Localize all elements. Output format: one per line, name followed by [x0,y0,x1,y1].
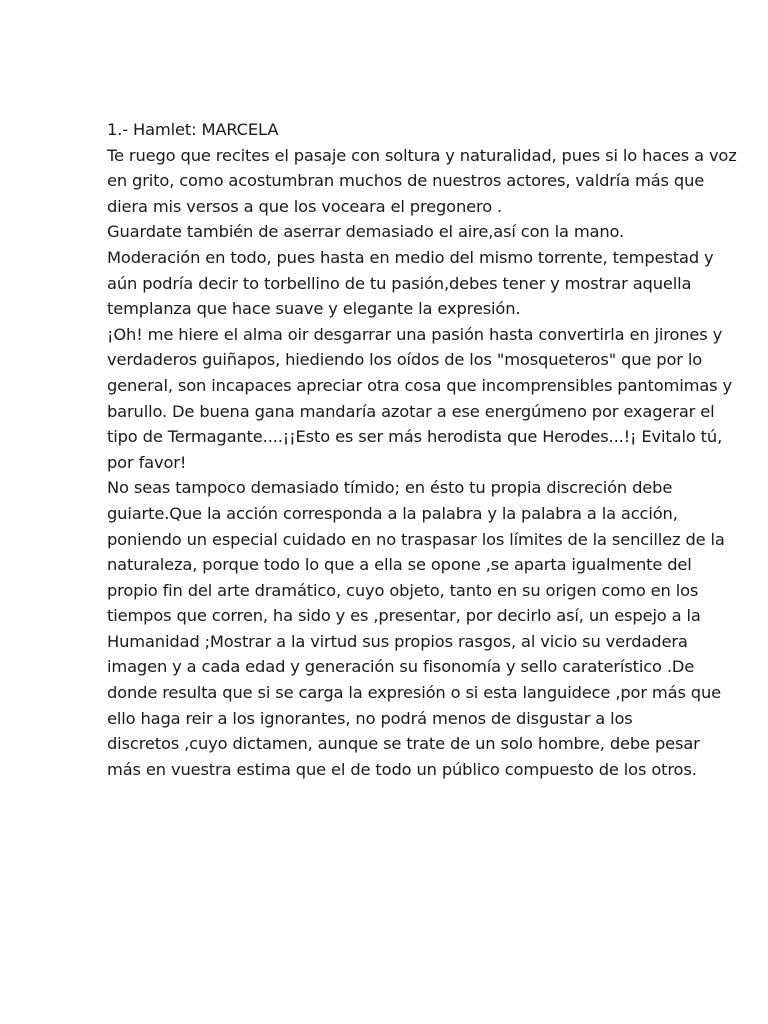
text-line: discretos ,cuyo dictamen, aunque se trate de un solo hombre, debe pesar [107,734,700,754]
text-line: naturaleza, porque todo lo que a ella se opone ,se aparta igualmente del [107,555,692,575]
text-line: aún podría decir to torbellino de tu pasión,debes tener y mostrar aquella [107,273,692,293]
text-line: Humanidad ;Mostrar a la virtud sus propios rasgos, al vicio su verdadera [107,631,688,651]
document-title: 1.- Hamlet: MARCELA [107,120,279,139]
text-line: Guardate también de aserrar demasiado el aire,así con la mano. [107,222,625,242]
text-line: general, son incapaces apreciar otra cosa que incomprensibles pantomimas y [107,375,732,395]
text-line: ello haga reir a los ignorantes, no podrá menos de disgustar a los [107,708,633,728]
text-line: No seas tampoco demasiado tímido; en ésto tu propia discreción debe [107,478,673,498]
text-line: guiarte.Que la acción corresponda a la palabra y la palabra a la acción, [107,503,678,523]
text-line: en grito, como acostumbran muchos de nuestros actores, valdría más que [107,171,705,191]
text-line: templanza que hace suave y elegante la expresión. [107,299,521,319]
text-line: tiempos que corren, ha sido y es ,presentar, por decirlo así, un espejo a la [107,606,701,626]
text-line: tipo de Termagante....¡¡Esto es ser más herodista que Herodes...!¡ Evitalo tú, [107,427,723,447]
text-line: imagen y a cada edad y generación su fisonomía y sello caraterístico .De [107,657,695,677]
text-line: barullo. De buena gana mandaría azotar a ese energúmeno por exagerar el [107,401,715,421]
text-line: verdaderos guiñapos, hiediendo los oídos de los "mosqueteros" que por lo [107,350,703,370]
text-line: más en vuestra estima que el de todo un público compuesto de los otros. [107,759,697,779]
text-line: propio fin del arte dramático, cuyo objeto, tanto en su origen como en los [107,580,699,600]
text-line: diera mis versos a que los voceara el pregonero . [107,196,503,216]
text-line: poniendo un especial cuidado en no traspasar los límites de la sencillez de la [107,529,725,549]
text-line: Moderación en todo, pues hasta en medio del mismo torrente, tempestad y [107,247,714,267]
document-text [107,117,737,782]
text-line: por favor! [107,452,187,472]
text-line: donde resulta que si se carga la expresión o si esta languidece ,por más que [107,683,722,703]
text-line: ¡Oh! me hiere el alma oir desgarrar una pasión hasta convertirla en jirones y [107,324,723,344]
text-line: Te ruego que recites el pasaje con soltura y naturalidad, pues si lo haces a voz [107,145,737,165]
